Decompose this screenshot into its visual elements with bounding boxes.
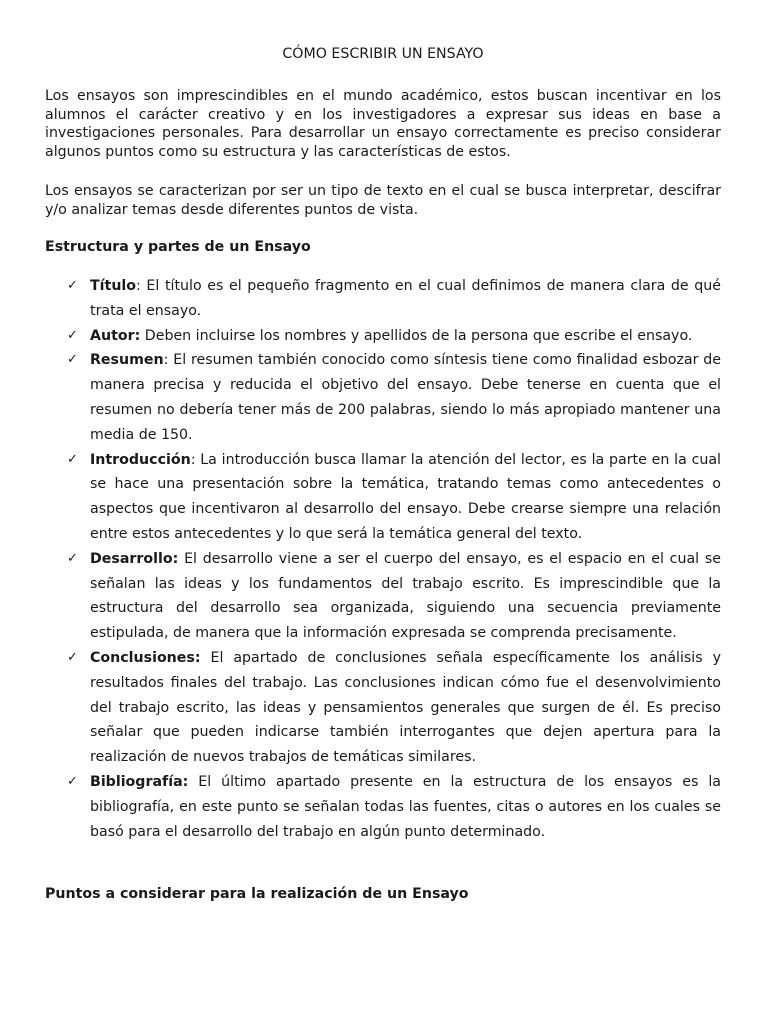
checkmark-icon: ✓ bbox=[67, 278, 78, 293]
item-text: El apartado de conclusiones señala específicamente los análisis y resultados finales del trabajo. Las conclusiones indican cómo fue el desenvolvimiento del trabajo escrito, las ideas y pensamientos generales que surgen de él. Es preciso señalar que pueden indicarse también interrogantes que dejen apertura para la realización de nuevos trabajos de temáticas similares. bbox=[90, 649, 721, 766]
item-term: Conclusiones: bbox=[90, 649, 201, 666]
item-term: Bibliografía: bbox=[90, 773, 189, 790]
list-item-autor bbox=[45, 324, 721, 349]
checkmark-icon: ✓ bbox=[67, 550, 78, 566]
definition-paragraph: Los ensayos se caracterizan por ser un tipo de texto en el cual se busca interpretar, descifrar y/o analizar temas desde diferentes puntos de vista. bbox=[45, 183, 721, 218]
list-item-titulo bbox=[45, 274, 721, 324]
item-term: Introducción bbox=[90, 451, 191, 468]
document-title: CÓMO ESCRIBIR UN ENSAYO bbox=[282, 46, 484, 62]
section-heading-structure: Estructura y partes de un Ensayo bbox=[45, 239, 311, 255]
checkmark-icon: ✓ bbox=[67, 352, 78, 368]
item-term: Desarrollo: bbox=[90, 550, 179, 567]
checkmark-icon: ✓ bbox=[67, 327, 78, 343]
item-text: El desarrollo viene a ser el cuerpo del ensayo, es el espacio en el cual se señalan las ideas y los fundamentos del trabajo escrito. Es imprescindible que la estructura del desarrollo sea organizada, siguiendo una secuencia previamente estipulada, de manera que la información expresada se comprenda precisamente. bbox=[90, 550, 721, 642]
intro-paragraph: Los ensayos son imprescindibles en el mundo académico, estos buscan incentivar en los alumnos el carácter creativo y en los investigadores a expresar sus ideas en base a investigaciones personales. Para desarrollar un ensayo correctamente es preciso considerar algunos puntos como su estructura y las características de estos. bbox=[45, 88, 721, 160]
list-item-bibliografia bbox=[45, 770, 721, 844]
section-heading-points: Puntos a considerar para la realización de un Ensayo bbox=[45, 886, 469, 902]
item-text: El último apartado presente en la estructura de los ensayos es la bibliografía, en este punto se señalan todas las fuentes, citas o autores en los cuales se basó para el desarrollo del trabajo en algún punto determinado. bbox=[90, 773, 721, 840]
item-text: : El resumen también conocido como síntesis tiene como finalidad esbozar de manera precisa y reducida el objetivo del ensayo. Debe tenerse en cuenta que el resumen no debería tener más de 200 palabras, siendo lo más apropiado mantener una media de 150. bbox=[90, 352, 721, 443]
item-text: Deben incluirse los nombres y apellidos de la persona que escribe el ensayo. bbox=[140, 327, 693, 344]
item-term: Título bbox=[90, 278, 137, 294]
item-text: : El título es el pequeño fragmento en el cual definimos de manera clara de qué trata el ensayo. bbox=[90, 278, 721, 319]
list-item-introduccion bbox=[45, 448, 721, 547]
checkmark-icon: ✓ bbox=[67, 649, 78, 665]
list-item-conclusiones bbox=[45, 646, 721, 770]
item-text: : La introducción busca llamar la atención del lector, es la parte en la cual se hace una presentación sobre la temática, tratando temas como antecedentes o aspectos que incentivaron al desarrollo del ensayo. Debe crearse siempre una relación entre estos antecedentes y lo que será la temática general del texto. bbox=[90, 451, 721, 542]
checkmark-icon: ✓ bbox=[67, 773, 78, 789]
list-item-resumen bbox=[45, 348, 721, 447]
item-term: Resumen bbox=[90, 352, 164, 369]
item-term: Autor: bbox=[90, 327, 141, 344]
list-item-desarrollo bbox=[45, 547, 721, 646]
checkmark-icon: ✓ bbox=[67, 451, 78, 467]
structure-list bbox=[45, 274, 721, 844]
